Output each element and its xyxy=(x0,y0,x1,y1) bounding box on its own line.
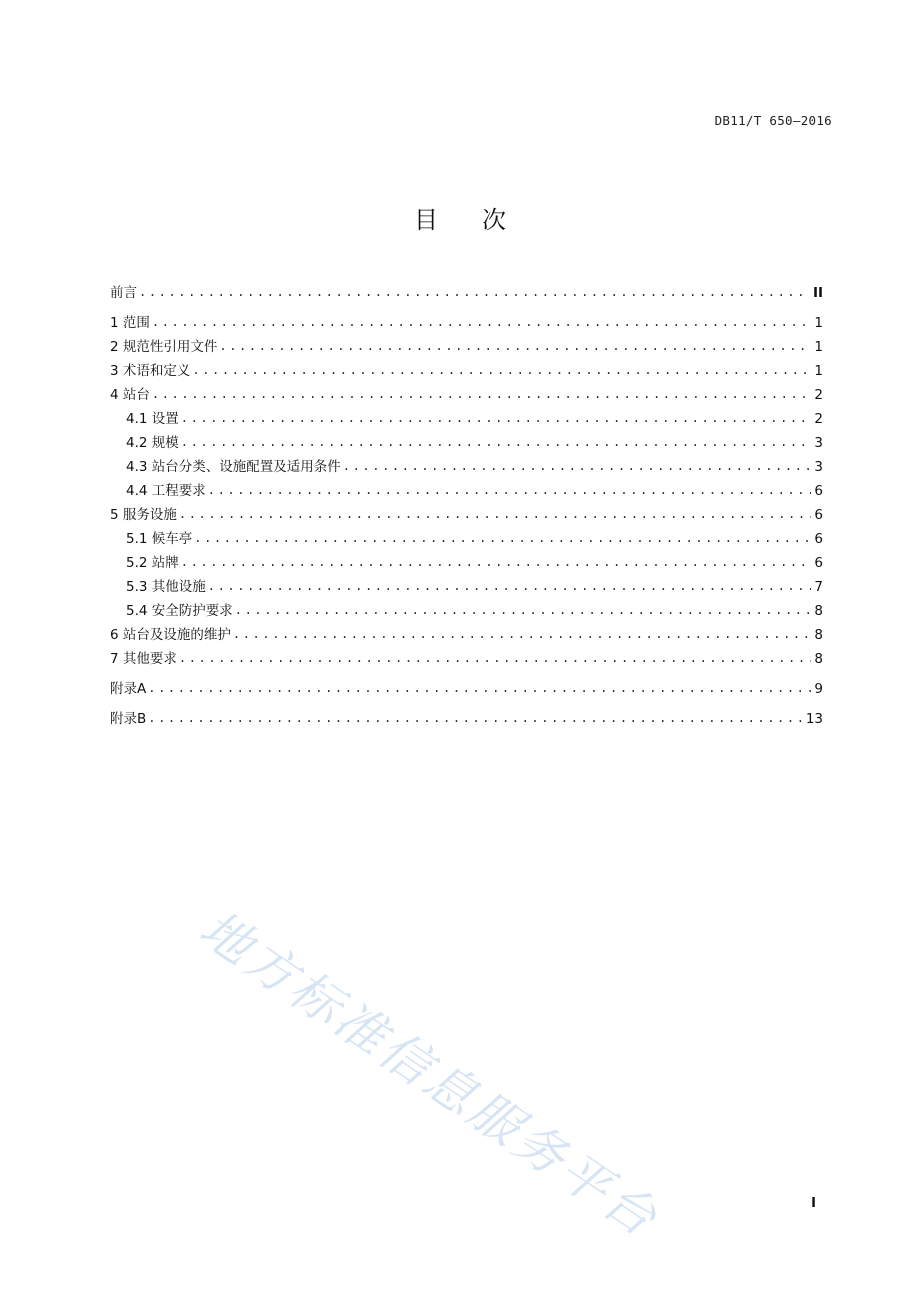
dot-leader xyxy=(139,284,810,302)
dot-leader xyxy=(343,458,812,476)
dot-leader xyxy=(179,506,812,524)
toc-entry-label: 5.1 候车亭 xyxy=(126,531,193,547)
toc-entry-1[interactable] xyxy=(110,308,823,332)
toc-entry-page: 8 xyxy=(814,603,823,619)
dot-leader xyxy=(148,710,803,728)
toc-entry-5[interactable] xyxy=(110,500,823,524)
toc-entry-4-2[interactable] xyxy=(110,428,823,452)
toc-entry-page: II xyxy=(812,285,823,301)
toc-entry-label: 附录A xyxy=(110,681,147,697)
toc-entry-label: 4.2 规模 xyxy=(126,435,179,451)
toc-entry-page: 2 xyxy=(814,411,823,427)
dot-leader xyxy=(219,338,811,356)
toc-entry-label: 4.4 工程要求 xyxy=(126,483,206,499)
toc-entry-label: 附录B xyxy=(110,711,147,727)
toc-entry-page: 8 xyxy=(814,627,823,643)
dot-leader xyxy=(208,578,812,596)
toc-entry-page: 6 xyxy=(814,507,823,523)
page-title: 目次 xyxy=(414,206,550,234)
toc-entry-5-3[interactable] xyxy=(110,572,823,596)
toc-entry-6[interactable] xyxy=(110,620,823,644)
toc-entry-4-1[interactable] xyxy=(110,404,823,428)
toc-entry-page: 1 xyxy=(814,315,823,331)
page-number: I xyxy=(811,1196,816,1211)
toc-entry-foreword[interactable] xyxy=(110,278,823,302)
dot-leader xyxy=(233,626,812,644)
dot-leader xyxy=(181,554,812,572)
toc-entry-label: 6 站台及设施的维护 xyxy=(110,627,231,643)
toc-entry-4-3[interactable] xyxy=(110,452,823,476)
toc-entry-label: 5.3 其他设施 xyxy=(126,579,206,595)
toc-entry-page: 3 xyxy=(814,435,823,451)
toc-entry-7[interactable] xyxy=(110,644,823,668)
toc-entry-label: 7 其他要求 xyxy=(110,651,177,667)
dot-leader xyxy=(235,602,812,620)
toc-entry-page: 1 xyxy=(814,339,823,355)
toc-entry-4-4[interactable] xyxy=(110,476,823,500)
toc-entry-page: 6 xyxy=(814,483,823,499)
toc-entry-appendix-a[interactable] xyxy=(110,674,823,698)
table-of-contents xyxy=(110,278,823,728)
toc-entry-page: 6 xyxy=(814,555,823,571)
toc-entry-3[interactable] xyxy=(110,356,823,380)
toc-entry-page: 2 xyxy=(814,387,823,403)
toc-entry-5-4[interactable] xyxy=(110,596,823,620)
dot-leader xyxy=(179,650,812,668)
toc-entry-page: 7 xyxy=(814,579,823,595)
dot-leader xyxy=(148,680,811,698)
dot-leader xyxy=(152,386,812,404)
toc-entry-label: 5.4 安全防护要求 xyxy=(126,603,233,619)
document-code: DB11/T 650—2016 xyxy=(714,113,832,128)
toc-entry-page: 8 xyxy=(814,651,823,667)
toc-entry-page: 1 xyxy=(814,363,823,379)
toc-entry-appendix-b[interactable] xyxy=(110,704,823,728)
dot-leader xyxy=(181,410,812,428)
toc-entry-label: 3 术语和定义 xyxy=(110,363,191,379)
dot-leader xyxy=(181,434,812,452)
toc-entry-page: 6 xyxy=(814,531,823,547)
toc-entry-label: 2 规范性引用文件 xyxy=(110,339,218,355)
toc-entry-label: 4.3 站台分类、设施配置及适用条件 xyxy=(126,459,341,475)
toc-entry-2[interactable] xyxy=(110,332,823,356)
toc-entry-page: 9 xyxy=(814,681,823,697)
toc-entry-label: 前言 xyxy=(110,285,137,301)
toc-entry-page: 13 xyxy=(805,711,823,727)
dot-leader xyxy=(208,482,812,500)
toc-entry-label: 4.1 设置 xyxy=(126,411,179,427)
watermark: 地方标准信息服务平台 xyxy=(189,899,670,1250)
dot-leader xyxy=(194,530,811,548)
toc-entry-label: 4 站台 xyxy=(110,387,150,403)
toc-entry-5-1[interactable] xyxy=(110,524,823,548)
toc-entry-label: 1 范围 xyxy=(110,315,150,331)
toc-entry-label: 5.2 站牌 xyxy=(126,555,179,571)
toc-entry-label: 5 服务设施 xyxy=(110,507,177,523)
toc-entry-page: 3 xyxy=(814,459,823,475)
dot-leader xyxy=(192,362,811,380)
toc-entry-4[interactable] xyxy=(110,380,823,404)
dot-leader xyxy=(152,314,812,332)
toc-entry-5-2[interactable] xyxy=(110,548,823,572)
